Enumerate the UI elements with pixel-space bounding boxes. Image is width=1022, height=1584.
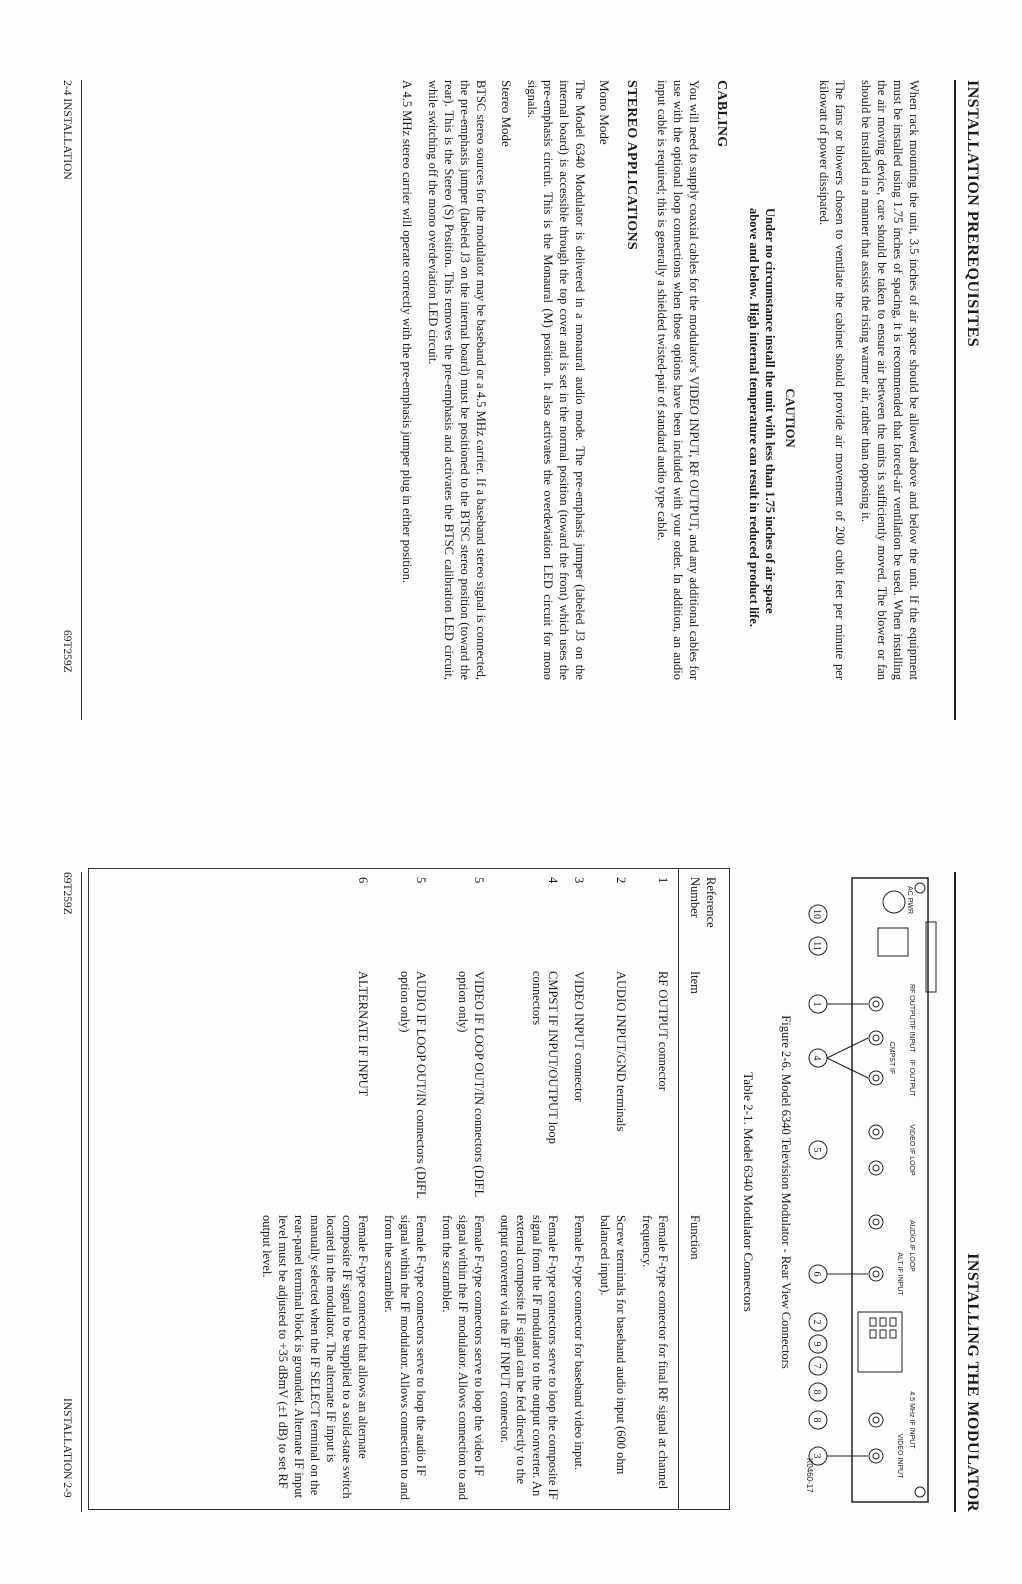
row-item: VIDEO IF LOOP OUT/IN connectors (DIFL option only): [456, 971, 486, 1197]
row-number: 2: [614, 877, 628, 884]
table-row: [436, 869, 494, 1509]
mono-mode-text: The Model 6340 Modulator is delivered in a monaural audio mode. The pre-emphasis jumper (labeled J3 on the internal board) is accessible through the top cover and is set in the normal position (toward the front) which uses the pre-emphasis circuit. This is the Monaural (M) position. It also activates the overdeviation LED circuit for mono signals.: [524, 80, 587, 680]
footer-docnum-left: 69T259Z: [61, 630, 73, 673]
row-function: Female F-type connectors serve to loop the composite IF signal from the IF modulator to the output converter. An external composite IF signal can be fed directly to the output converter via the IF INPUT connector.: [498, 1215, 560, 1500]
figure-code: K0460-17: [805, 1458, 814, 1493]
table-row: [594, 869, 636, 1509]
row-number: 1: [656, 877, 670, 884]
label-if-input: IF INPUT: [908, 1023, 915, 1053]
row-item: ALTERNATE IF INPUT: [356, 971, 370, 1097]
row-number: 3: [572, 877, 586, 884]
table-title: Table 2-1. Model 6340 Modulator Connectors: [741, 1072, 756, 1312]
label-ac-pwr: AC PWR: [906, 886, 913, 914]
row-number: 6: [356, 877, 370, 884]
row-function: Female F-type connectors serve to loop the video IF signal within the IF modulator. Allows connection to and from the scrambler.: [440, 1215, 486, 1501]
label-video-input: VIDEO INPUT: [896, 1433, 903, 1479]
table-row: [494, 869, 568, 1509]
row-function: Female F-type connector for baseband video input.: [572, 1215, 586, 1471]
footer-rule-left: [81, 80, 82, 720]
footer-docnum-right: 69T259Z: [61, 872, 73, 915]
rear-panel-drawing: [798, 872, 938, 1512]
callout-number: 8: [811, 1417, 822, 1423]
header-item: Item: [679, 963, 726, 1207]
stereo-applications-heading: STEREO APPLICATIONS: [624, 80, 640, 250]
connectors-table: [256, 869, 725, 1509]
label-mhz-if-input: 4.5 MHz IF INPUT: [908, 1391, 915, 1449]
callout-number: 4: [811, 1055, 822, 1061]
row-item: RF OUTPUT connector: [656, 971, 670, 1091]
label-cmpst-if: CMPST IF: [888, 1041, 895, 1075]
callout-number: 1: [811, 1001, 822, 1007]
running-head-left: INSTALLATION PREREQUISITES: [964, 80, 981, 348]
running-head-right: INSTALLING THE MODULATOR: [964, 1253, 981, 1512]
stereo-mode-text: BTSC stereo sources for the modulator may be baseband or a 4.5 MHz carrier. If a baseband stereo signal is connected, the pre-emphasis jumper (labeled J3 on the internal board) must be positioned to the BTSC stereo position (toward the rear). This is the Stereo (S) Position. This removes the pre-emphasis and activates the BTSC calibration LED circuit, while switching off the mono overdeviation LED circuit.: [425, 80, 488, 680]
row-item: CMPST IF INPUT/OUTPUT loop connectors: [530, 971, 560, 1144]
row-function: Female F-type connectors serve to loop the audio IF signal within the IF modulator. Allows connection to and from the scrambler.: [382, 1215, 428, 1501]
table-row: [256, 869, 378, 1509]
row-function: Female F-type connector for final RF signal at channel frequency.: [640, 1215, 670, 1490]
callout-number: 7: [811, 1363, 822, 1369]
callout-number: 5: [811, 1147, 822, 1153]
right-page: [0, 792, 1022, 1584]
header-reference-number: Reference Number: [679, 869, 726, 963]
row-function: Female F-type connector that allows an alternate composite IF signal to be supplied to a solid-state switch located in the modulator. The alternate IF input is manually selected when the IF SELECT terminal on the rear-panel terminal block is grounded. Alternate IF input level must be adjusted to +35 dBmV (±1 dB) to set RF output level.: [260, 1215, 370, 1499]
connectors-table-frame: [88, 868, 730, 1510]
table-row: [636, 869, 679, 1509]
table-header-row: [679, 869, 726, 1509]
row-number: 4: [546, 877, 560, 884]
table-row: [568, 869, 594, 1509]
row-function: Screw terminals for baseband audio input (600 ohm balanced input).: [598, 1215, 628, 1475]
stereo-mode-heading: Stereo Mode: [498, 80, 514, 147]
left-body: [389, 80, 922, 680]
row-item: AUDIO INPUT/GND terminals: [614, 971, 628, 1132]
callout-number: 2: [811, 1319, 822, 1325]
row-item: AUDIO IF LOOP OUT/IN connectors (DIFL option only): [398, 971, 428, 1199]
callout-number: 6: [811, 1271, 822, 1277]
paragraph-rack-mounting: When rack mounting the unit, 3.5 inches of air space should be allowed above and below the unit. If the equipment must be installed using 1.75 inches of spacing, it is recommended that forced-air ventilation be used. When installing the air moving device, care should be taken to ensure air between the units is sufficiently moved. The blower or fan should be installed in a manner that assists the rising warmer air, rather than opposing it.: [859, 80, 921, 680]
paragraph-fans: The fans or blowers chosen to ventilate the cabinet should provide air movement of 200 cubit feet per minute per kilowatt of power dissipated.: [817, 80, 847, 680]
footer-rule-right: [81, 872, 82, 1512]
header-function: Function: [679, 1207, 726, 1509]
callout-number: 3: [811, 1453, 822, 1459]
label-audio-if-loop: AUDIO IF LOOP: [908, 1220, 915, 1272]
cabling-heading: CABLING: [714, 80, 729, 148]
label-alt-if-input: ALT IF INPUT: [896, 1252, 903, 1296]
cabling-text: You will need to supply coaxial cables for the modulator's VIDEO INPUT, RF OUTPUT, and any additional cables for use with the optional loop connections when those options have been included with your order. In addition, an audio input cable is required; this is generally a shielded twisted-pair of standard audio type cable.: [655, 80, 702, 680]
table-row: [378, 869, 436, 1509]
caution-box: [746, 80, 798, 628]
caution-title: CAUTION: [783, 388, 797, 448]
row-number: 5: [472, 877, 486, 884]
figure-caption: Figure 2-6. Model 6340 Television Modulator - Rear View Connectors: [779, 1015, 793, 1369]
header-rule-right: [954, 872, 956, 1512]
label-video-if-loop: VIDEO IF LOOP: [908, 1124, 915, 1176]
footer-section-left: 2-4 INSTALLATION: [61, 80, 73, 180]
caution-text: Under no circumstance install the unit with less than 1.75 inches of air space above and below. High internal temperature can result in reduced product life.: [747, 208, 777, 627]
stereo-carrier-text: A 4.5 MHz stereo carrier will operate correctly with the pre-emphasis jumper plug in either position.: [399, 80, 414, 583]
mono-mode-heading: Mono Mode: [597, 80, 613, 145]
callout-number: 9: [811, 1341, 822, 1347]
row-item: VIDEO INPUT connector: [572, 971, 586, 1102]
header-rule: [954, 80, 956, 720]
callout-number: 11: [811, 941, 822, 951]
callout-number: 10: [811, 909, 822, 919]
label-rf-output: RF OUTPUT: [908, 983, 915, 1025]
label-if-output: IF OUTPUT: [908, 1059, 915, 1097]
footer-section-right: INSTALLATION 2-9: [61, 1398, 73, 1498]
row-number: 5: [414, 877, 428, 884]
callout-number: 8: [811, 1389, 822, 1395]
